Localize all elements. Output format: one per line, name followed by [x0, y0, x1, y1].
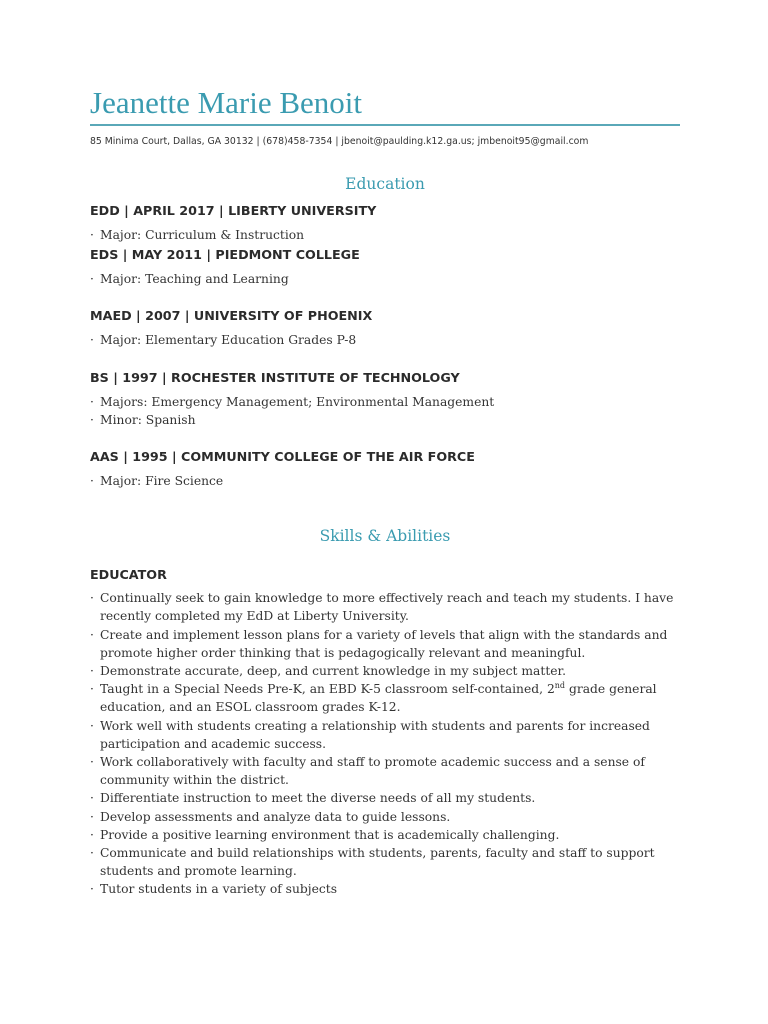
education-entry [90, 203, 680, 244]
education-detail: · Majors: Emergency Management; Environmental Management [90, 393, 680, 411]
skills-list [90, 589, 680, 898]
education-entry [90, 247, 680, 288]
education-detail: · Major: Fire Science [90, 472, 680, 490]
education-detail: · Major: Teaching and Learning [90, 270, 680, 288]
degree-heading: BS | 1997 | ROCHESTER INSTITUTE OF TECHNOLOGY [90, 369, 460, 385]
ordinal-superscript: nd [554, 681, 566, 691]
header-rule [90, 124, 680, 126]
education-entry [90, 308, 680, 349]
skill-item: · Develop assessments and analyze data to guide lessons. [90, 808, 680, 826]
skill-item: · Communicate and build relationships with students, parents, faculty and staff to support students and promote learning. [90, 844, 680, 880]
skill-item: · Differentiate instruction to meet the diverse needs of all my students. [90, 789, 680, 807]
skill-item: · Work collaboratively with faculty and staff to promote academic success and a sense of community within the district. [90, 753, 680, 789]
education-detail: · Major: Curriculum & Instruction [90, 226, 680, 244]
degree-heading: MAED | 2007 | UNIVERSITY OF PHOENIX [90, 308, 373, 324]
degree-heading: AAS | 1995 | COMMUNITY COLLEGE OF THE AIR FORCE [90, 449, 475, 465]
education-detail: · Minor: Spanish [90, 411, 680, 429]
degree-heading: EDD | APRIL 2017 | LIBERTY UNIVERSITY [90, 203, 377, 218]
skill-item: · Tutor students in a variety of subjects [90, 880, 680, 898]
education-entry [90, 370, 680, 429]
education-detail: · Major: Elementary Education Grades P-8 [90, 331, 680, 349]
candidate-name: Jeanette Marie Benoit [90, 85, 363, 120]
education-heading: Education [345, 175, 425, 193]
skills-subheading: EDUCATOR [90, 567, 167, 583]
degree-heading: EDS | MAY 2011 | PIEDMONT COLLEGE [90, 247, 360, 263]
skill-item: · Work well with students creating a relationship with students and parents for increased participation and academic success. [90, 717, 680, 753]
skill-item: · Continually seek to gain knowledge to more effectively reach and teach my students. I have recently completed my EdD at Liberty University. [90, 589, 680, 625]
skill-item: · Demonstrate accurate, deep, and current knowledge in my subject matter. [90, 662, 680, 680]
education-list [90, 203, 680, 490]
skill-item [90, 680, 680, 716]
contact-line: 85 Minima Court, Dallas, GA 30132 | (678)458-7354 | jbenoit@paulding.k12.ga.us; jmbenoit95@gmail.com [90, 136, 589, 147]
skill-text-part: Taught in a Special Needs Pre-K, an EBD K-5 classroom self-contained, 2 [100, 682, 555, 697]
education-entry [90, 449, 680, 490]
resume-page [90, 84, 680, 899]
skill-item: · Provide a positive learning environment that is academically challenging. [90, 826, 680, 844]
skills-heading: Skills & Abilities [319, 527, 451, 546]
skill-item: · Create and implement lesson plans for a variety of levels that align with the standards and promote higher order thinking that is pedagogically relevant and meaningful. [90, 626, 680, 662]
skill-text-part: grade general education, and an ESOL classroom grades K-12. [100, 682, 657, 715]
